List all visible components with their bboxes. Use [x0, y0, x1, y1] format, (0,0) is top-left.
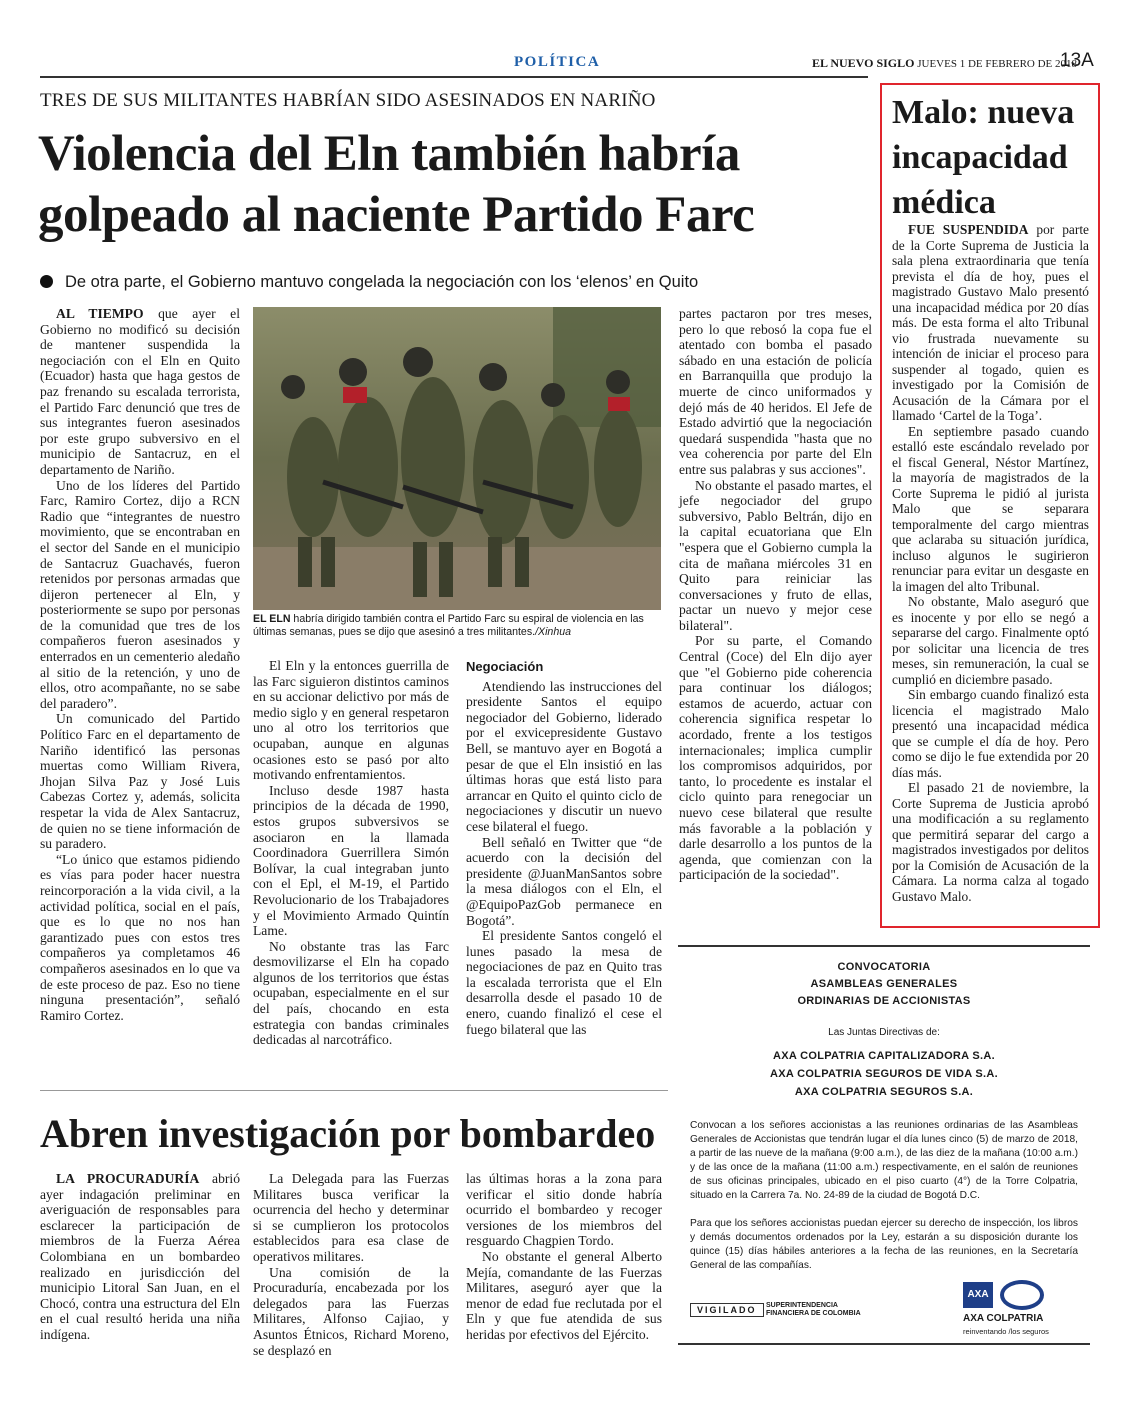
- paragraph: Una comisión de la Procuraduría, encabezada por los delegados para las Fuerzas Militares, Alfonso Cajiao, y Asuntos Étnicos, Richard Moreno, se desplazó en: [253, 1264, 449, 1358]
- newspaper-name: EL NUEVO SIGLO: [812, 56, 915, 70]
- issue-date: JUEVES 1 DE FEBRERO DE 2018: [917, 58, 1078, 70]
- shareholders-notice-ad: [678, 945, 1090, 1345]
- paragraph: El presidente Santos congeló el lunes pasado la mesa de negociaciones de paz en Quito tras la escalada terrorista que el Eln desarrolla desde el pasado 10 de enero, cuando finalizó el cese el fuego bilateral que las: [466, 928, 662, 1037]
- article-column-4: [679, 306, 872, 883]
- headline-2: Abren investigación por bombardeo: [40, 1111, 656, 1156]
- ad-paragraph: Convocan a los señores accionistas a las reuniones ordinarias de las Asambleas Generales de Accionistas que tendrán lugar el día lunes cinco (5) de marzo de 2018, a partir de las nueve de la mañana (9:00 a.m.), de las diez de la mañana (10:00 a.m.) y de las once de la mañana (11:00 a.m.) respectivamente, en el salón de reuniones de sus oficinas principales, ubicado en el piso cuarto (4°) de la Torre Colpatria, situado en la Carrera 7a. No. 24-89 de la ciudad de Bogotá D.C.: [690, 1120, 1078, 1201]
- paragraph: [892, 222, 1089, 424]
- ad-title: [678, 959, 1090, 1010]
- paragraph: El Eln y la entonces guerrilla de las Farc siguieron distintos caminos en su accionar delictivo por más de medio siglo y en general respetaron uno al otro los territorios que ocupaban, aunque en algunas ocasiones esto se pasó por alto motivando enfrentamientos.: [253, 658, 449, 783]
- ad-intro: Las Juntas Directivas de:: [828, 1027, 940, 1038]
- sidebar-title-line: médica: [892, 184, 996, 221]
- paragraph: No obstante el general Alberto Mejía, comandante de las Fuerzas Militares, aseguró ayer que la menor de edad fue reclutada por el Eln y que fue atendida de sus heridas por efectivos del Ejército.: [466, 1248, 662, 1342]
- ad-company: AXA COLPATRIA SEGUROS S.A.: [794, 1086, 974, 1098]
- sidebar-title: [892, 90, 1092, 225]
- subhead-text: De otra parte, el Gobierno mantuvo congelada la negociación con los ‘elenos’ en Quito: [65, 273, 699, 291]
- sidebar-title-line: Malo: nueva: [892, 94, 1075, 131]
- news-photo: [253, 307, 661, 610]
- superintendencia-label: SUPERINTENDENCIA FINANCIERA DE COLOMBIA: [766, 1302, 861, 1317]
- paragraph: El pasado 21 de noviembre, la Corte Suprema de Justicia aprobó una modificación a su reglamento que permitirá separar del cargo a magistrados investigados por delitos por la Comisión de Acusación de la Cámara. La norma calza al togado Gustavo Malo.: [892, 780, 1089, 904]
- article-column-1: [40, 306, 240, 1023]
- masthead: [812, 56, 1077, 71]
- article-column-3: [466, 657, 662, 1037]
- ad-companies: [678, 1047, 1090, 1101]
- ad-title-line: ASAMBLEAS GENERALES: [810, 978, 958, 990]
- ad-title-line: ORDINARIAS DE ACCIONISTAS: [797, 995, 971, 1007]
- paragraph: Un comunicado del Partido Político Farc en el departamento de Nariño identificó las personas muertas como William Rivera, Jhojan Silva Paz y José Luis Cabezas Cortez y, además, solicita respetar la vida de Alex Santacruz, de quien no se tiene información de su paradero.: [40, 711, 240, 852]
- kicker: TRES DE SUS MILITANTES HABRÍAN SIDO ASESINADOS EN NARIÑO: [40, 90, 656, 111]
- paragraph: Bell señaló en Twitter que “de acuerdo con la decisión del presidente @JuanManSantos sobre la mesa diálogos con el Eln, el @EquipoPazGob permanece en Bogotá”.: [466, 834, 662, 928]
- paragraph: No obstante tras las Farc desmovilizarse el Eln ha copado algunos de los territorios que éstas ocupaban, especialmente en el sur del país, chocando en esta estrategia con bandas criminales dedicadas al narcotráfico.: [253, 938, 449, 1048]
- article-divider: [40, 1090, 668, 1091]
- paragraph-text: que ayer el Gobierno no modificó su decisión de mantener suspendida la negociación con el Eln en Quito (Ecuador) hasta que haga gestos de paz frenando su escalada terrorista, el Partido Farc denunció que tres de sus integrantes fueron asesinados por este grupo subversivo en el municipio de Santacruz, en el departamento de Nariño.: [40, 306, 240, 477]
- headline-line: golpeado al naciente Partido Farc: [38, 187, 755, 243]
- sidebar-body: [892, 222, 1089, 904]
- article-column-2: [253, 658, 449, 1048]
- brand-name: AXA COLPATRIA: [963, 1313, 1044, 1324]
- article2-column-1: [40, 1171, 240, 1343]
- vigilado-badge: VIGILADO: [690, 1303, 764, 1317]
- article2-column-3: [466, 1171, 662, 1343]
- paragraph: Por su parte, el Comando Central (Coce) del Eln dijo ayer que "el Gobierno pide coherencia para continuar los diálogos; estamos de acuerdo, actuar con coherencia significa respetar lo acordado, frente a los testigos internacionales; implica cumplir los compromisos adquiridos, por tanto, lo procedente es instalar el ciclo quinto para renegociar un nuevo cese bilateral que resulte más favorable a la población y darle desarrollo a los puntos de la agenda, que comienzan con la participación de la sociedad".: [679, 633, 872, 883]
- paragraph: En septiembre pasado cuando estalló este escándalo revelado por el fiscal General, Néstor Martínez, la mayoría de magistrados de la Corte Suprema le pidió al jurista Malo que se separara temporalmente del cargo mientras que aclaraba su situación jurídica, incluso algunos le sugirieron renunciar para evitar un desgaste en la imagen del alto Tribunal.: [892, 423, 1089, 594]
- colpatria-swirl-icon: [1000, 1280, 1044, 1310]
- paragraph: Incluso desde 1987 hasta principios de la década de 1990, estos grupos subversivos se asociaron en la llamada Coordinadora Guerrillera Simón Bolívar, la cual integraban junto con el Epl, el M-19, el Partido Revolucionario de los Trabajadores y el Movimiento Armado Quintín Lame.: [253, 782, 449, 939]
- paragraph-lead: LA PROCURADURÍA: [56, 1171, 200, 1186]
- header-rule: [40, 76, 868, 78]
- paragraph-text: abrió ayer indagación preliminar en averiguación de responsables para esclarecer la participación de miembros de la Fuerza Aérea Colombiana en un bombardeo realizado en jurisdicción del municipio Litoral San Juan, en el Chocó, contra una estructura del Eln en el cual resultó herida una niña indígena.: [40, 1171, 240, 1342]
- ad-paragraph: Para que los señores accionistas puedan ejercer su derecho de inspección, los libros y demás documentos ordenados por la Ley, estarán a su disposición durante los quince (15) días hábiles anteriores a la fecha de las reuniones, en la Secretaría General de las compañías.: [690, 1218, 1078, 1271]
- paragraph: Sin embargo cuando finalizó esta licencia el magistrado Malo presentó una incapacidad médica que se cumple el día de hoy. Pero como se dijo le fue extendida por 20 días más.: [892, 687, 1089, 780]
- photo-credit: /Xinhua: [535, 626, 571, 638]
- paragraph-lead: FUE SUSPENDIDA: [908, 222, 1029, 237]
- headline: [38, 124, 868, 246]
- page-number: 13A: [1060, 50, 1094, 71]
- axa-logo-icon: AXA: [963, 1282, 993, 1308]
- caption-text: habría dirigido también contra el Partido Farc su espiral de violencia en las últimas semanas, pues se dijo que asesinó a tres militantes.: [253, 613, 644, 638]
- paragraph: las últimas horas a la zona para verificar el sitio donde habría ocurrido el bombardeo y recoger versiones de los miembros del resguardo Chagpien Tordo.: [466, 1171, 662, 1249]
- soldiers-photo-illustration: [253, 307, 661, 610]
- paragraph: Atendiendo las instrucciones del presidente Santos el equipo negociador del Gobierno, liderado por el exvicepresidente Gustavo Bell, se mantuvo ayer en Bogotá a pesar de que el Eln insistió en las últimas horas que está listo para arrancar en Quito el quinto ciclo de negociaciones y discutir un nuevo cese bilateral el fuego.: [466, 678, 662, 834]
- brand-tagline: reinventando /los seguros: [963, 1327, 1049, 1336]
- subhead: [40, 273, 870, 292]
- paragraph: Uno de los líderes del Partido Farc, Ramiro Cortez, dijo a RCN Radio que “integrantes de nuestro movimiento, que se encontraban en el sector del Sande en el municipio de Santacruz Guachavés, fueron retenidos por personas armadas que dijeron pertenecer al Eln, y posteriormente se supo por personas de la comunidad que tres de los compañeros fueron asesinados y enterrados en un cementerio aledaño al sitio de la retención, y uno de ellos, otro acompañante, no se sabe del paradero”.: [40, 477, 240, 711]
- paragraph: partes pactaron por tres meses, pero lo que rebosó la copa fue el atentado con bomba el pasado sábado en una estación de policía en Barranquilla que produjo la muerte de cinco uniformados y dejó más de 40 heridos. El Jefe de Estado advirtió que la negociación quedará suspendida "hasta que no vea coherencia por parte del Eln entre sus palabras y sus acciones".: [679, 306, 872, 477]
- headline-line: Violencia del Eln también habría: [38, 126, 740, 182]
- bullet-icon: [40, 275, 53, 288]
- article2-column-2: [253, 1171, 449, 1358]
- section-subtitle: Negociación: [466, 659, 544, 674]
- sidebar-title-line: incapacidad: [892, 139, 1068, 176]
- caption-lead: EL ELN: [253, 613, 291, 625]
- paragraph: “Lo único que estamos pidiendo es vías para poder hacer nuestra reincorporación a la vida civil, a la actividad política, social en el país, que es lo que no nos han garantizado pues con estos tres compañeros ya completamos 46 compañeros asesinados en lo que va de este proceso de paz. Eso no tiene ninguna presentación”, señaló Ramiro Cortez.: [40, 851, 240, 1023]
- paragraph: La Delegada para las Fuerzas Militares busca verificar la ocurrencia del hecho y determinar si se cumplieron los protocolos establecidos para esa clase de operativos militares.: [253, 1171, 449, 1264]
- paragraph: [40, 1171, 240, 1343]
- paragraph-text: por parte de la Corte Suprema de Justicia la sala plena extraordinaria que tenía prevista el día de hoy, pues el magistrado Gustavo Malo presentó una incapacidad médica por 20 días más. De esta forma el alto Tribunal vio frustrada nuevamente su intención de iniciar el proceso para suspender al togado, quien es investigado por la Comisión de Acusación de la Cámara por el llamado ‘Cartel de la Toga’.: [892, 222, 1089, 423]
- ad-title-line: CONVOCATORIA: [837, 961, 931, 973]
- paragraph-lead: AL TIEMPO: [56, 306, 144, 321]
- paragraph: No obstante el pasado martes, el jefe negociador del grupo subversivo, Pablo Beltrán, dijo en la capital ecuatoriana que Eln "espera que el Gobierno cumpla la cita de mañana miércoles 31 en Quito para reiniciar las conversaciones y fruto de ellas, pactar un nuevo y mejor cese bilateral".: [679, 477, 872, 633]
- paragraph: No obstante, Malo aseguró que es inocente y por ello se negó a separarse del cargo. Finalmente optó por solicitar una licencia de tres meses, sin remuneración, la cual se cumplió en diciembre pasado.: [892, 594, 1089, 687]
- ad-company: AXA COLPATRIA SEGUROS DE VIDA S.A.: [770, 1068, 998, 1080]
- photo-caption: [253, 613, 661, 639]
- paragraph: [40, 306, 240, 478]
- ad-company: AXA COLPATRIA CAPITALIZADORA S.A.: [773, 1050, 995, 1062]
- section-label: POLÍTICA: [514, 54, 601, 70]
